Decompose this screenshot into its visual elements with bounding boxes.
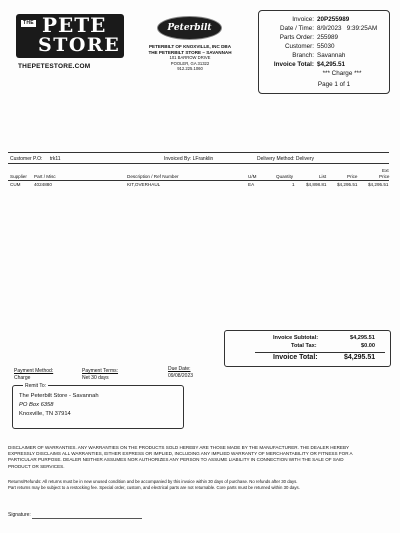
returns-line-2: Part returns may be subject to a restocking fee. Special order, custom, and electrical parts are not returnable. Core parts must be returned within 30 days.	[8, 485, 300, 491]
invoice-info-box	[258, 10, 390, 94]
remit-label: Remit To:	[25, 383, 47, 389]
due-date-label: Due Date:	[168, 366, 191, 372]
subtotal-value: $4,295.51	[350, 335, 375, 341]
dealer-line-2: THE PETERBILT STORE – SAVANNAH	[148, 49, 232, 55]
dealer-line-5: 912.225.1060	[177, 66, 203, 72]
col-header-price: Price	[347, 174, 358, 179]
store-website: THEPETESTORE.COM	[18, 63, 91, 70]
payment-terms-value: Net 30 days	[82, 375, 109, 381]
datetime-value: 8/9/2023 9:39:25AM	[317, 25, 378, 32]
invoiced-by-value: LFranklin	[192, 156, 214, 162]
col-header-description: Description / Ref Number	[127, 174, 179, 179]
grand-total-label: Invoice Total:	[273, 354, 318, 361]
col-header-ext-top: Ext	[382, 168, 389, 173]
delivery-method-label: Delivery Method:	[257, 156, 295, 162]
disclaimer-line-2: EXPRESSLY DISCLAIMS ALL WARRANTIES, EITHER EXPRESS OR IMPLIED, INCLUDING ANY IMPLIED WARRANTY OF MERCHANTABILITY OR FITNESS FOR A	[8, 451, 353, 457]
customer-value: 55030	[317, 43, 335, 50]
delivery-method-value: Delivery	[295, 156, 314, 162]
tax-value: $0.00	[361, 343, 375, 349]
col-header-um: U/M	[248, 174, 257, 179]
remit-box	[12, 385, 184, 429]
signature-label: Signature:	[8, 512, 31, 518]
totals-box	[224, 330, 391, 367]
row-description: KIT,OVERHAUL	[127, 182, 161, 187]
peterbilt-badge: Peterbilt	[157, 16, 222, 40]
divider-top	[8, 152, 389, 153]
row-price: $4,295.51	[337, 182, 358, 187]
disclaimer-line-4: PRODUCT OR SERVICES.	[8, 463, 65, 469]
payment-method-value: Charge	[14, 375, 31, 381]
dealer-line-3: 101 BARROW DRIVE	[169, 55, 211, 61]
pete-store-logo	[16, 14, 124, 58]
row-um: EA	[248, 182, 255, 187]
due-date-value: 09/08/2023	[168, 373, 194, 379]
datetime-label: Date / Time:	[280, 25, 314, 32]
invoice-number-row	[259, 16, 389, 24]
row-list: $4,898.81	[306, 182, 327, 187]
logo-the: THE	[23, 20, 34, 26]
returns-line-1: Returns/Refunds: All returns must be in new unused condition and be accompanied by this invoice within 30 days of purchase. No refunds after 30 days.	[8, 479, 298, 484]
col-header-list: List	[319, 174, 327, 179]
branch-label: Branch:	[292, 52, 314, 59]
branch-value: Savannah	[317, 52, 346, 59]
customer-po	[10, 156, 61, 162]
col-header-quantity: Quantity	[276, 174, 294, 179]
tax-label: Total Tax:	[291, 343, 317, 349]
col-header-part: Part / Misc	[34, 174, 56, 179]
page-number: Page 1 of 1	[317, 81, 351, 88]
remit-line-2: PO Box 6358	[19, 402, 54, 408]
parts-order-value: 255989	[317, 34, 339, 41]
invoiced-by	[164, 156, 213, 162]
customer-label: Customer:	[284, 43, 314, 50]
disclaimer-block	[8, 445, 393, 470]
customer-po-label: Customer P.O:	[10, 156, 43, 162]
delivery-method	[257, 156, 314, 162]
branch-row	[259, 52, 389, 60]
payment-method-label: Payment Method:	[14, 368, 54, 374]
charge-note: *** Charge ***	[322, 70, 362, 77]
row-part: 4024880	[34, 182, 52, 187]
customer-po-value: trk11	[49, 156, 61, 162]
parts-order-row	[259, 34, 389, 42]
invoice-number-value: 20P255989	[317, 16, 350, 23]
logo-store: STORE	[38, 34, 121, 56]
remit-line-3: Knoxville, TN 37914	[19, 411, 71, 417]
divider-order-info	[8, 163, 389, 164]
invoiced-by-label: Invoiced By:	[164, 156, 192, 162]
table-row	[0, 182, 400, 190]
parts-order-label: Parts Order:	[279, 34, 314, 41]
subtotal-label: Invoice Subtotal:	[273, 335, 319, 341]
dealer-line-4: POOLER, GA 31322	[170, 60, 210, 66]
totals-divider	[255, 352, 385, 353]
divider-table-header	[8, 180, 389, 181]
returns-block	[8, 479, 393, 491]
row-ext-price: $4,295.51	[368, 182, 389, 187]
datetime-row	[259, 25, 389, 33]
row-quantity: 1	[292, 182, 295, 187]
invoice-number-label: Invoice:	[292, 16, 314, 23]
row-supplier: CUM	[10, 182, 21, 187]
disclaimer-line-1: DISCLAIMER OF WARRANTIES. ANY WARRANTIES ON THE PRODUCTS SOLD HEREBY ARE THOSE MADE BY THE MANUFACTURER. THE DEALER HEREBY	[8, 445, 350, 450]
grand-total-value: $4,295.51	[344, 354, 376, 361]
payment-terms-label: Payment Terms:	[82, 368, 119, 374]
col-header-ext-bottom: Price	[379, 174, 390, 179]
customer-row	[259, 43, 389, 51]
dealer-line-1: PETERBILT OF KNOXVILLE, INC DBA	[148, 44, 232, 49]
logo-pete: PETE	[42, 13, 107, 37]
disclaimer-line-3: PARTICULAR PURPOSE. DEALER NEITHER ASSUMES NOR AUTHORIZES ANY PERSON TO ASSUME LIABILITY IN CONNECTION WITH THE SALE OF SAID	[8, 457, 344, 463]
invoice-total-value: $4,295.51	[317, 61, 346, 68]
remit-line-1: The Peterbilt Store - Savannah	[19, 393, 99, 399]
invoice-total-row	[259, 61, 389, 69]
dealer-address	[130, 44, 250, 72]
col-header-supplier: Supplier	[10, 174, 27, 179]
signature-line[interactable]	[32, 518, 142, 519]
invoice-total-label: Invoice Total:	[273, 61, 314, 68]
